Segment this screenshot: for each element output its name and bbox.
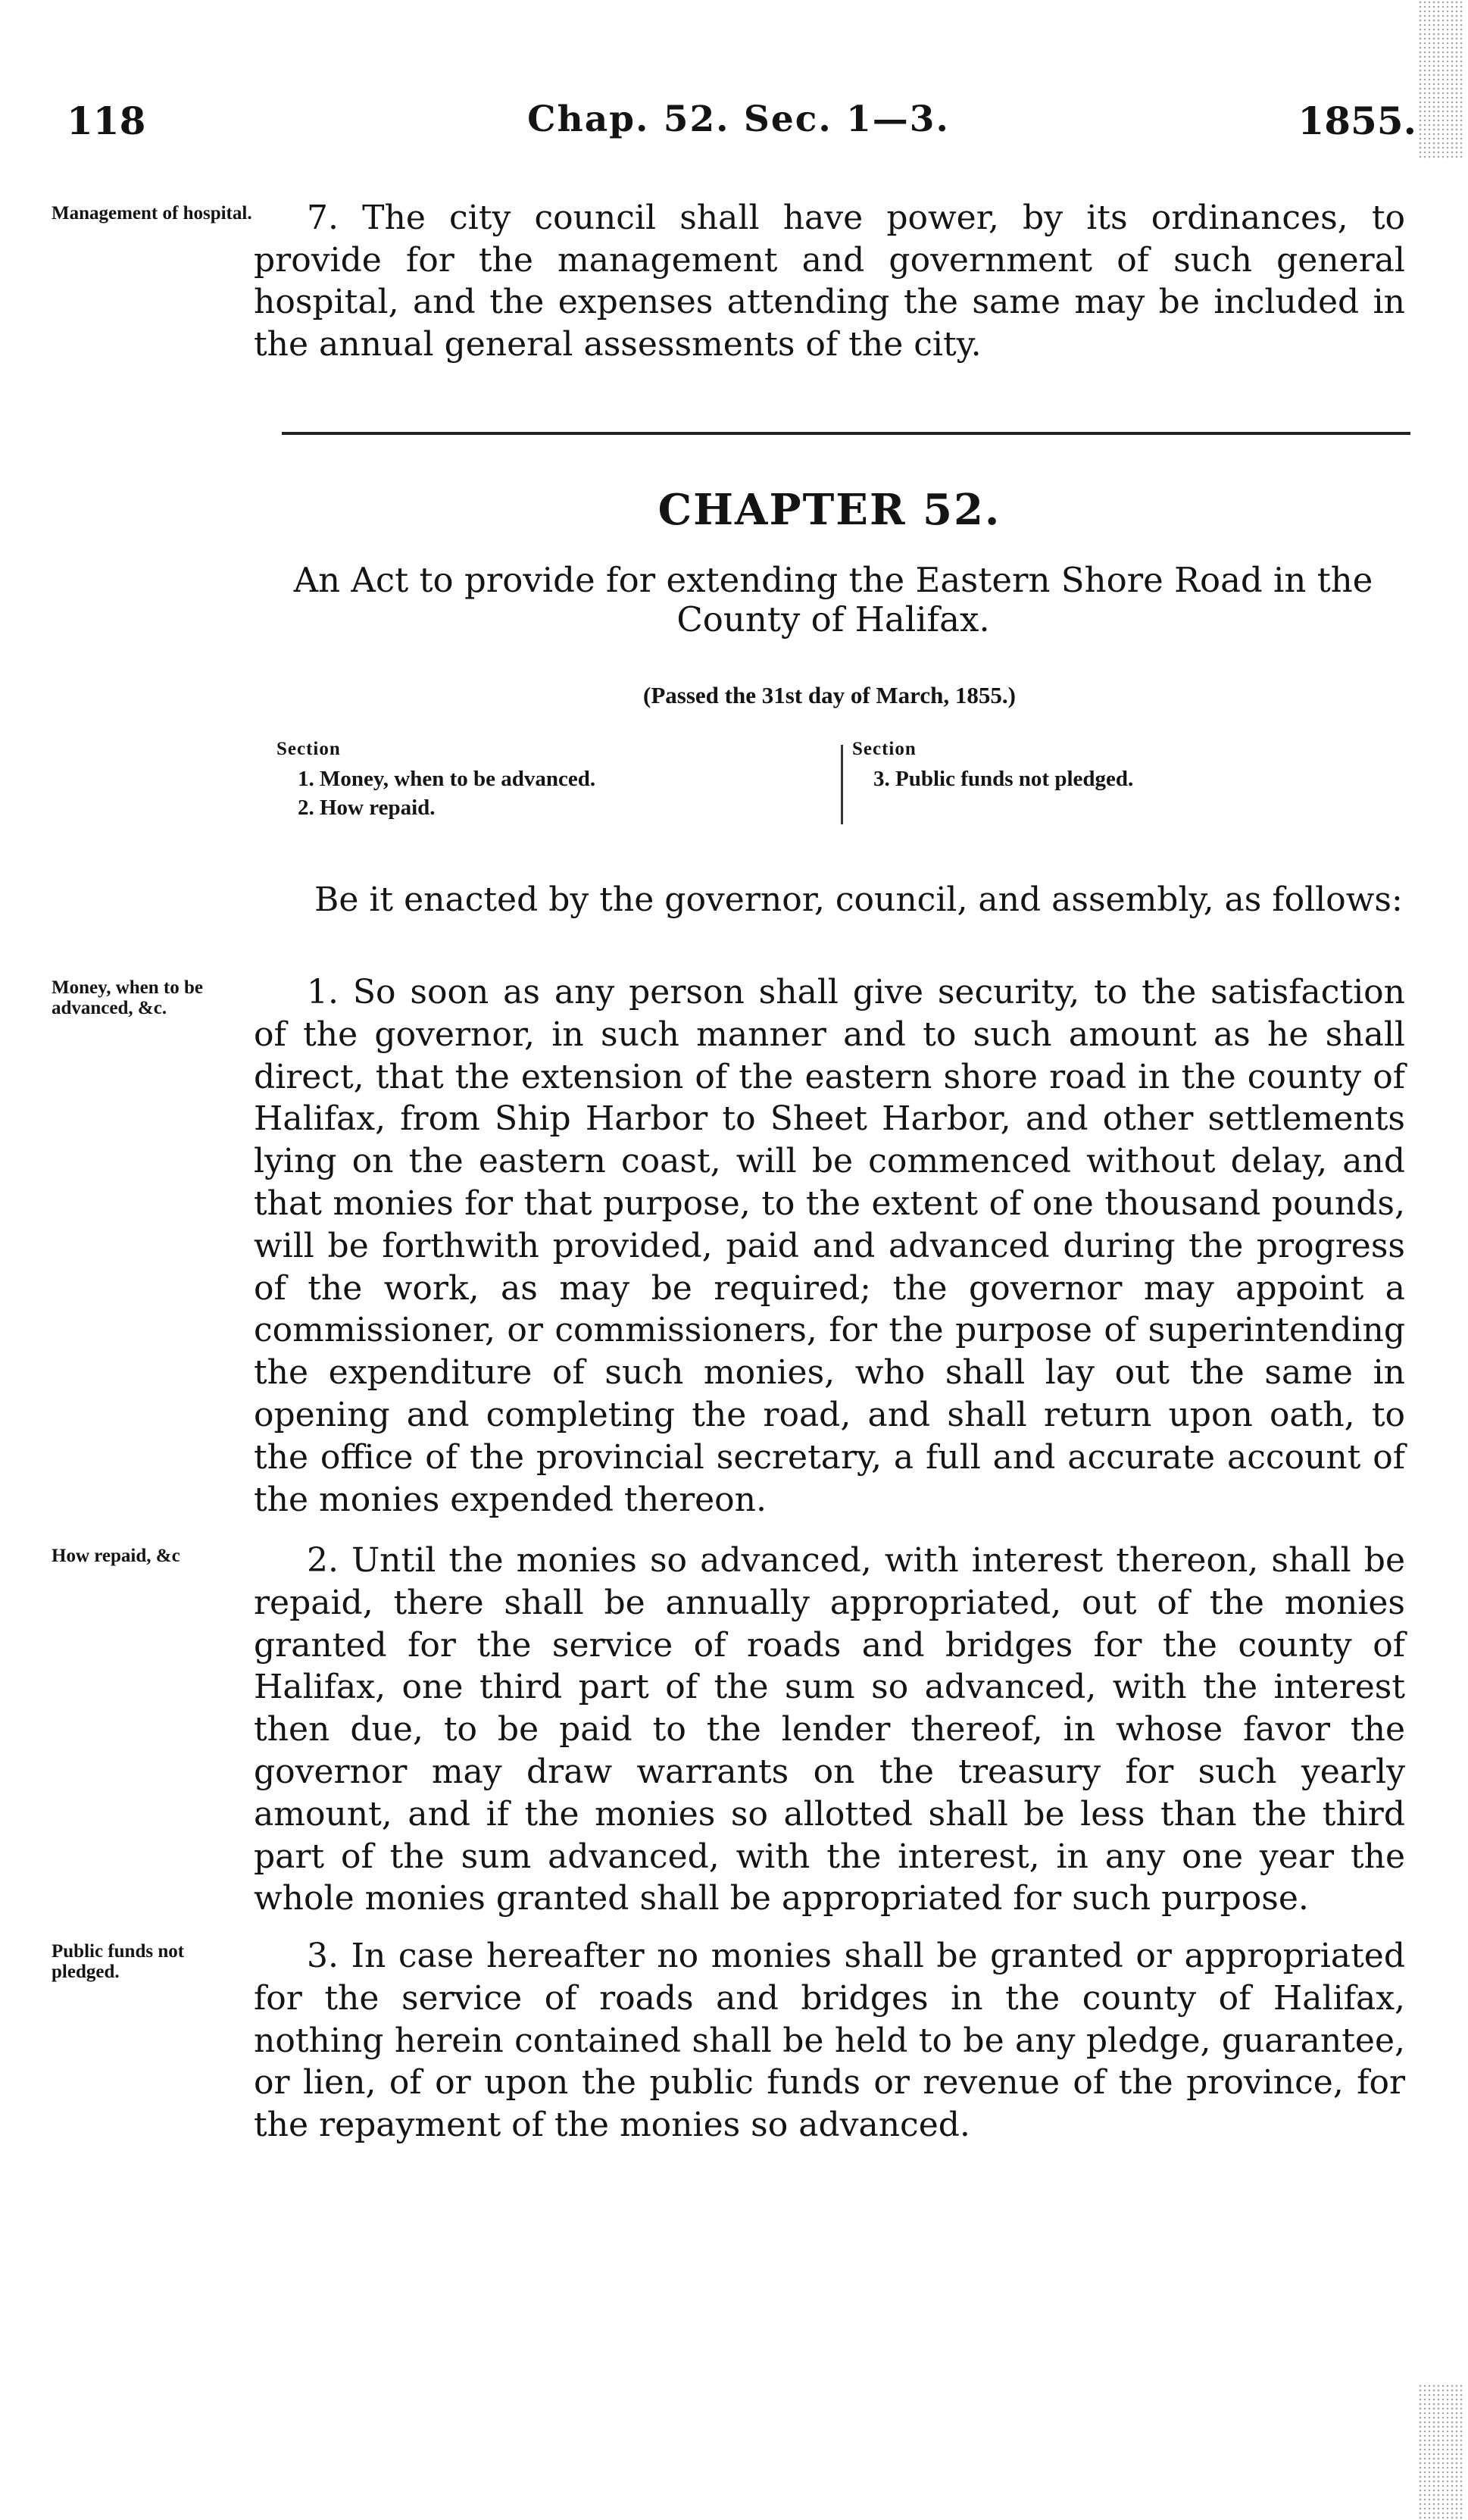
page-number: 118 xyxy=(67,98,146,143)
section-index-item: 2. How repaid. xyxy=(298,796,436,820)
section-index-left xyxy=(276,739,822,822)
running-head: Chap. 52. Sec. 1—3. xyxy=(527,98,950,140)
section-index-right xyxy=(852,739,1382,793)
section-3 xyxy=(254,1935,1405,2146)
margin-note-section-7: Management of hospital. xyxy=(52,203,252,224)
scan-speckle-top xyxy=(1418,0,1463,159)
scan-speckle-bottom xyxy=(1418,2384,1463,2520)
section-index-divider xyxy=(841,745,843,824)
section-7 xyxy=(254,197,1405,365)
section-3-text: 3. In case hereafter no monies shall be granted or appropriated for the service of roads and bridges in the county of Halifax, nothing herein contained shall be held to be any pledge, guarantee, or lien, of or upon the public funds or revenue of the province, for the repayment of the monies so advanced. xyxy=(254,1937,1405,2145)
margin-note-section-1: Money, when to be advanced, &c. xyxy=(52,977,203,1018)
section-index-item: 1. Money, when to be advanced. xyxy=(298,767,596,791)
chapter-divider-rule xyxy=(282,432,1410,435)
header-year: 1855. xyxy=(1298,98,1416,143)
section-1 xyxy=(254,971,1405,1521)
passed-date: (Passed the 31st day of March, 1855.) xyxy=(643,682,1016,708)
page-header xyxy=(61,85,1416,145)
section-2-text: 2. Until the monies so advanced, with interest thereon, shall be repaid, there shall be annually appropriated, out of the monies granted for the service of roads and bridges for the county of Halifax, one third part of the sum so advanced, with the interest then due, to be paid to the lender thereof, in whose favor the governor may draw warrants on the treasury for such yearly amount, and if the monies so allotted shall be less than the third part of the sum advanced, with the interest, in any one year the whole monies granted shall be appropriated for such purpose. xyxy=(254,1541,1405,1918)
enacting-clause xyxy=(254,879,1405,921)
act-title: An Act to provide for extending the Eastern Shore Road in the County of Halifax. xyxy=(293,560,1373,639)
section-1-text: 1. So soon as any person shall give security, to the satisfaction of the governor, in such manner and to such amount as he shall direct, that the extension of the eastern shore road in the county of Halifax, from Ship Harbor to Sheet Harbor, and other settlements lying on the eastern coast, will be commenced without delay, and that monies for that purpose, to the extent of one thousand pounds, will be forthwith provided, paid and advanced during the progress of the work, as may be required; the governor may appoint a commissioner, or commissioners, for the purpose of superintending the expenditure of such monies, who shall lay out the same in opening and completing the road, and shall return upon oath, to the office of the provincial secretary, a full and accurate account of the monies expended thereon. xyxy=(254,973,1405,1519)
section-7-text: 7. The city council shall have power, by its ordinances, to provide for the management and government of such general hospital, and the expenses attending the same may be included in the annual general assessments of the city. xyxy=(254,199,1405,364)
chapter-title: CHAPTER 52. xyxy=(657,485,1001,535)
section-index-heading: Section xyxy=(276,739,341,759)
enacting-clause-text: Be it enacted by the governor, council, and assembly, as follows: xyxy=(314,880,1403,919)
margin-note-section-3: Public funds not pledged. xyxy=(52,1941,185,1982)
section-index xyxy=(276,739,1398,852)
section-index-item: 3. Public funds not pledged. xyxy=(873,767,1134,791)
section-2 xyxy=(254,1540,1405,1920)
margin-note-section-2: How repaid, &c xyxy=(52,1546,180,1566)
section-index-heading: Section xyxy=(852,739,917,759)
